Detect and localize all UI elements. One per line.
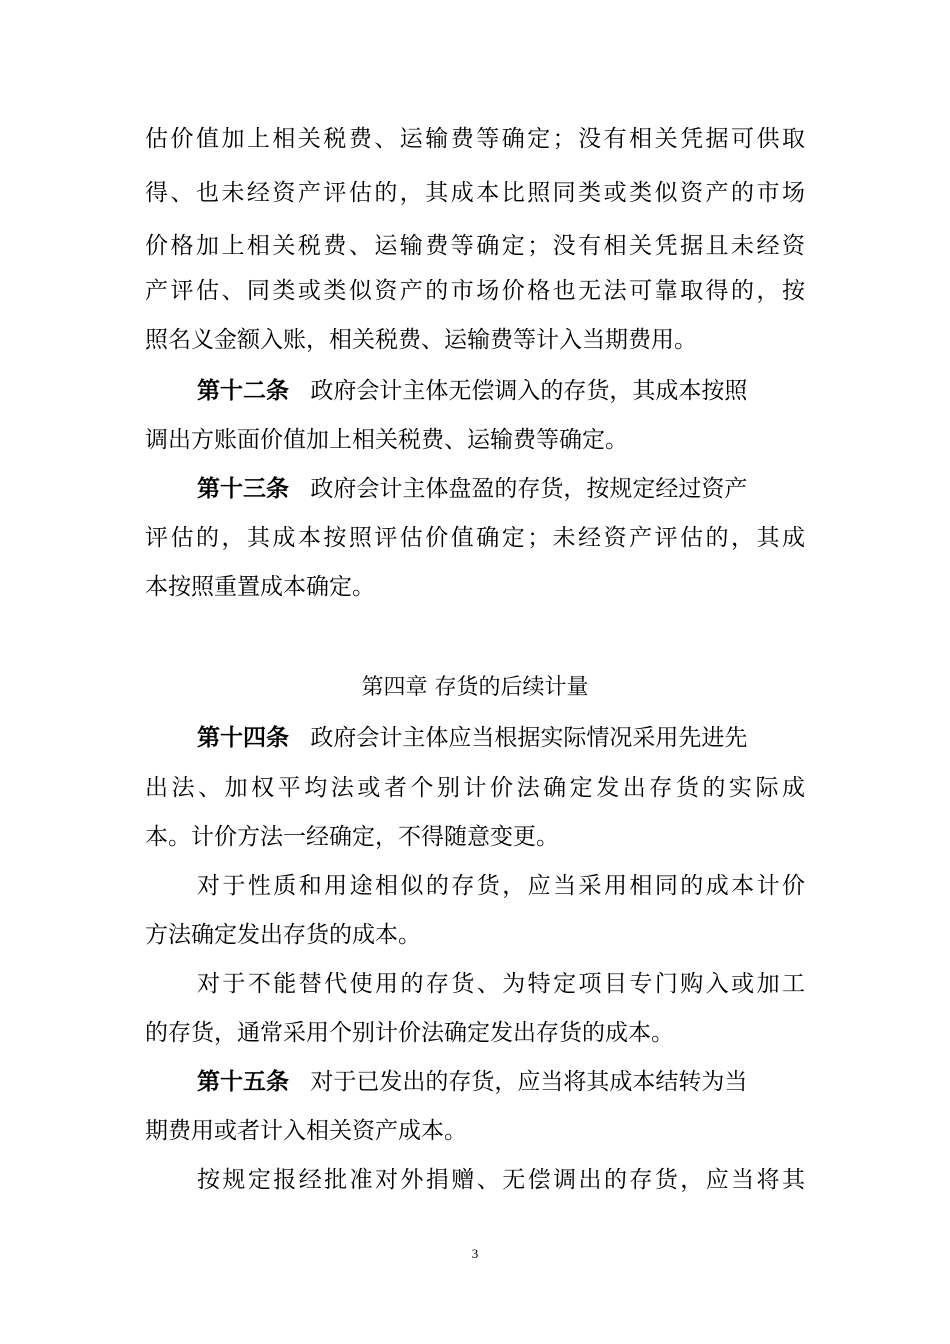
- article-15: [197, 1067, 747, 1097]
- article-12: [197, 376, 747, 406]
- article-label: 第十三条: [197, 476, 289, 502]
- article-13: [197, 474, 747, 504]
- article-text: 对于已发出的存货，应当将其成本结转为当: [310, 1069, 748, 1095]
- text-line: 估价值加上相关税费、运输费等确定；没有相关凭据可供取: [145, 126, 805, 152]
- article-14: [197, 723, 747, 753]
- article-text: 政府会计主体无偿调入的存货，其成本按照: [310, 378, 748, 404]
- text-line: 期费用或者计入相关资产成本。: [145, 1118, 467, 1144]
- text-line: 本。计价方法一经确定，不得随意变更。: [145, 824, 559, 850]
- text-line: 出法、加权平均法或者个别计价法确定发出存货的实际成: [145, 775, 805, 801]
- article-text: 政府会计主体应当根据实际情况采用先进先: [310, 725, 748, 751]
- text-line: 照名义金额入账，相关税费、运输费等计入当期费用。: [145, 327, 697, 353]
- text-line: 产评估、同类或类似资产的市场价格也无法可靠取得的，按: [145, 278, 805, 304]
- text-line: 得、也未经资产评估的，其成本比照同类或类似资产的市场: [145, 180, 805, 206]
- text-line: 对于性质和用途相似的存货，应当采用相同的成本计价: [197, 873, 805, 899]
- text-line: 对于不能替代使用的存货、为特定项目专门购入或加工: [197, 971, 805, 997]
- text-line: 调出方账面价值加上相关税费、运输费等确定。: [145, 427, 628, 453]
- text-line: 评估的，其成本按照评估价值确定；未经资产评估的，其成: [145, 525, 805, 551]
- text-line: 本按照重置成本确定。: [145, 574, 375, 600]
- article-label: 第十四条: [197, 725, 289, 751]
- text-line: 按规定报经批准对外捐赠、无偿调出的存货，应当将其: [197, 1167, 805, 1193]
- text-line: 方法确定发出存货的成本。: [145, 922, 421, 948]
- article-label: 第十五条: [197, 1069, 289, 1095]
- page-number: 3: [471, 1246, 479, 1261]
- article-text: 政府会计主体盘盈的存货，按规定经过资产: [310, 476, 748, 502]
- chapter-heading: 第四章 存货的后续计量: [361, 675, 589, 700]
- text-line: 价格加上相关税费、运输费等确定；没有相关凭据且未经资: [145, 233, 805, 259]
- text-line: 的存货，通常采用个别计价法确定发出存货的成本。: [145, 1020, 674, 1046]
- article-label: 第十二条: [197, 378, 289, 404]
